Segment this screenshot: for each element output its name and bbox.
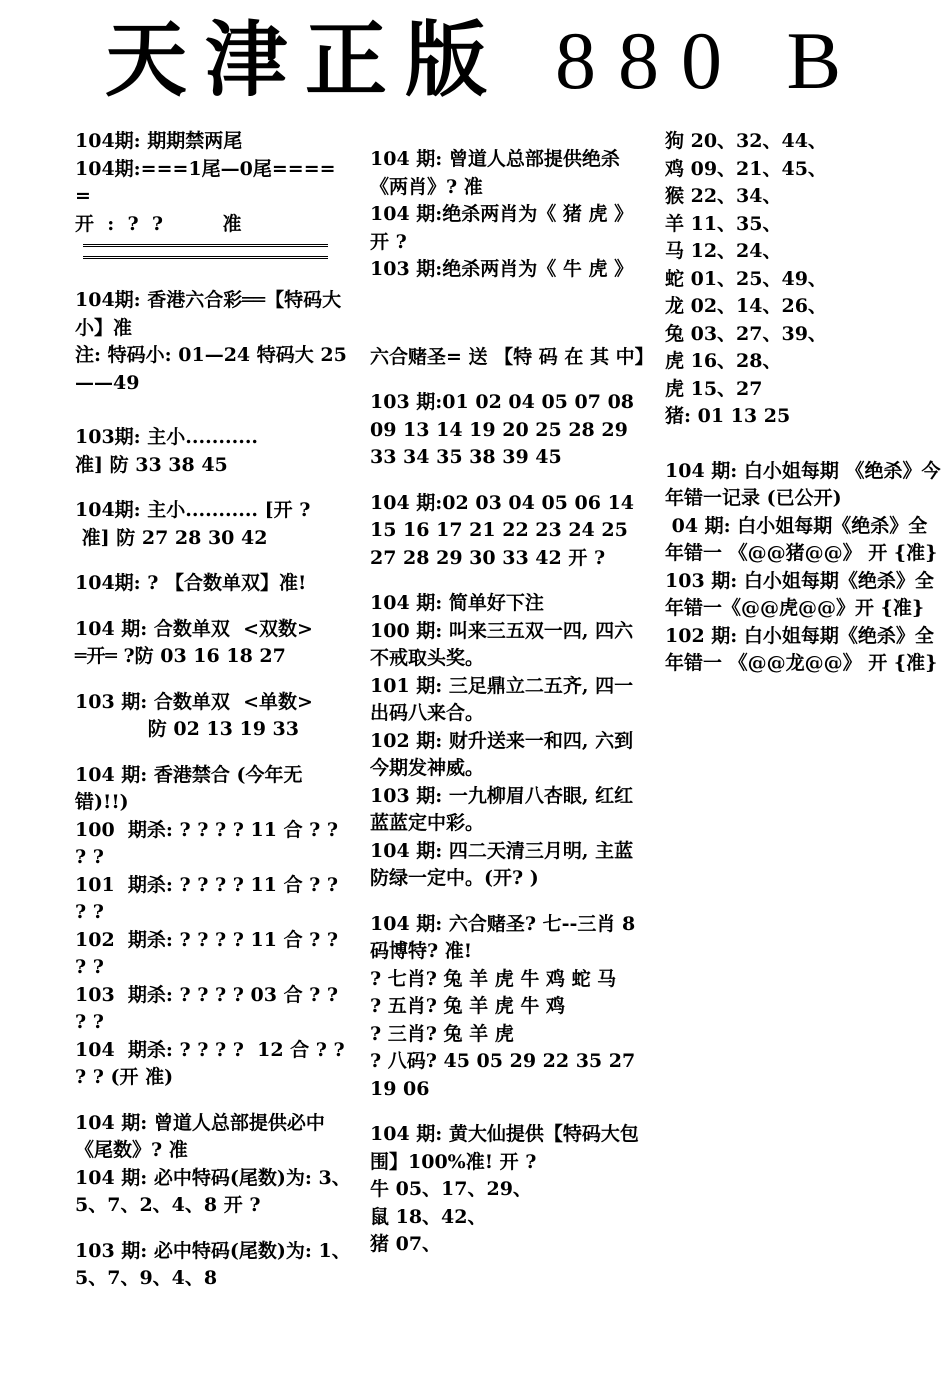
text-line: 六合赌圣= 送 【特 码 在 其 中】 bbox=[370, 345, 654, 368]
text-line: 兔 03、27、39、 bbox=[665, 322, 827, 345]
text-line: 102 期: 财升送来一和四, 六到今期发神威。 bbox=[370, 729, 634, 779]
text-line: 104期: ? 【合数单双】准! bbox=[75, 572, 307, 594]
text-line: 103 期: 合数单双 <单数> bbox=[75, 690, 313, 713]
text-line: 102 期杀: ? ? ? ? 11 合 ? ? ? ? bbox=[75, 928, 345, 978]
text-line: 虎 16、28、 bbox=[665, 350, 782, 372]
text-line: 104 期杀: ? ? ? ? 12 合 ? ? ? ? (开 准) bbox=[75, 1038, 352, 1088]
title-code: 880 B bbox=[555, 15, 864, 106]
text-line: 鼠 18、42、 bbox=[370, 1205, 487, 1228]
text-line: ? 五肖? 兔 羊 虎 牛 鸡 bbox=[370, 995, 565, 1017]
text-line: 龙 02、14、26、 bbox=[665, 295, 827, 317]
double-rule bbox=[83, 244, 328, 259]
text-line: 104期: 香港六合彩══【特码大小】准 bbox=[75, 289, 342, 339]
text-line: 104期: 主小........... [开 ? bbox=[75, 499, 311, 521]
text-line: 104 期: 四二天清三月明, 主蓝防绿一定中。(开? ) bbox=[370, 839, 634, 889]
text-line: 102 期: 白小姐每期《绝杀》全年错一 《@@龙@@》 开 {准} bbox=[665, 624, 938, 674]
text-line: 103期: 主小........... bbox=[75, 426, 259, 448]
text-line: 104 期: 香港禁合 (今年无错)!!) bbox=[75, 763, 303, 813]
text-line: 鸡 09、21、45、 bbox=[665, 157, 827, 180]
text-line: 104 期:绝杀两肖为《 猪 虎 》开 ? bbox=[370, 203, 634, 253]
text-line: 猴 22、34、 bbox=[665, 185, 782, 207]
title-chinese: 天津正版 bbox=[105, 12, 506, 108]
text-line: ═开═ ?防 03 16 18 27 bbox=[75, 645, 286, 667]
text-line: 猪: 01 13 25 bbox=[665, 405, 791, 427]
text-line: 100 期: 叫来三五双一四, 四六不戒取头奖。 bbox=[370, 619, 634, 669]
text-line: 104期:===1尾—0尾==== bbox=[75, 157, 336, 180]
text-line: 104 期:02 03 04 05 06 14 15 16 17 21 22 23 24 25 27 28 29 30 33 42 开 ? bbox=[370, 491, 641, 569]
text-line: 104 期: 曾道人总部提供必中《尾数》? 准 bbox=[75, 1111, 325, 1161]
text-line: 103 期:绝杀两肖为《 牛 虎 》 bbox=[370, 258, 634, 280]
text-line: 准] 防 33 38 45 bbox=[75, 453, 228, 476]
page-title bbox=[105, 10, 865, 110]
text-line: 101 期杀: ? ? ? ? 11 合 ? ? ? ? bbox=[75, 873, 345, 923]
column-left bbox=[75, 128, 355, 1293]
text-line: 104 期: 必中特码(尾数)为: 3、5、7、2、4、8 开 ? bbox=[75, 1166, 351, 1216]
text-line: 防 02 13 19 33 bbox=[75, 718, 299, 740]
text-line: 104 期: 黄大仙提供【特码大包围】100%准! 开 ? bbox=[370, 1123, 639, 1173]
text-line: 103 期: 一九柳眉八杏眼, 红红蓝蓝定中彩。 bbox=[370, 784, 634, 834]
column-middle bbox=[370, 128, 654, 1259]
text-line: 103 期:01 02 04 05 07 08 09 13 14 19 20 25 28 29 33 34 35 38 39 45 bbox=[370, 391, 641, 468]
text-line: 104 期: 六合赌圣? 七--三肖 8 码博特? 准! bbox=[370, 912, 642, 962]
text-line: 牛 05、17、29、 bbox=[370, 1178, 532, 1200]
text-line: 103 期杀: ? ? ? ? 03 合 ? ? ? ? bbox=[75, 983, 345, 1033]
text-line: ? 八码? 45 05 29 22 35 27 19 06 bbox=[370, 1050, 642, 1100]
text-line: ? 七肖? 兔 羊 虎 牛 鸡 蛇 马 bbox=[370, 967, 617, 990]
text-line: 蛇 01、25、49、 bbox=[665, 267, 827, 290]
text-line: ? 三肖? 兔 羊 虎 bbox=[370, 1022, 514, 1045]
text-line: 虎 15、27 bbox=[665, 377, 763, 400]
text-line: 104 期: 白小姐每期 《绝杀》今年错一记录 (已公开) bbox=[665, 459, 941, 509]
text-line: 103 期: 白小姐每期《绝杀》全年错一《@@虎@@》开 {准} bbox=[665, 569, 934, 619]
text-line: 注: 特码小: 01—24 特码大 25——49 bbox=[75, 344, 347, 394]
text-line: 准] 防 27 28 30 42 bbox=[75, 526, 268, 549]
text-line: 100 期杀: ? ? ? ? 11 合 ? ? ? ? bbox=[75, 818, 345, 868]
text-line: 马 12、24、 bbox=[665, 240, 782, 262]
text-line: 羊 11、35、 bbox=[665, 212, 782, 235]
column-right bbox=[665, 128, 945, 678]
text-line: 猪 07、 bbox=[370, 1233, 442, 1255]
text-line: 101 期: 三足鼎立二五齐, 四一出码八来合。 bbox=[370, 674, 634, 724]
text-line: 狗 20、32、44、 bbox=[665, 130, 827, 152]
text-line: 104期: 期期禁两尾 bbox=[75, 130, 243, 152]
text-line: 104 期: 曾道人总部提供绝杀《两肖》? 准 bbox=[370, 148, 620, 198]
text-line: 104 期: 合数单双 <双数> bbox=[75, 617, 313, 640]
text-line: 103 期: 必中特码(尾数)为: 1、5、7、9、4、8 bbox=[75, 1239, 351, 1289]
text-line: 104 期: 简单好下注 bbox=[370, 592, 544, 614]
text-line: = bbox=[75, 185, 91, 207]
text-line: 开 : ? ? 准 bbox=[75, 212, 242, 235]
text-line: 04 期: 白小姐每期《绝杀》全年错一 《@@猪@@》 开 {准} bbox=[665, 514, 938, 564]
